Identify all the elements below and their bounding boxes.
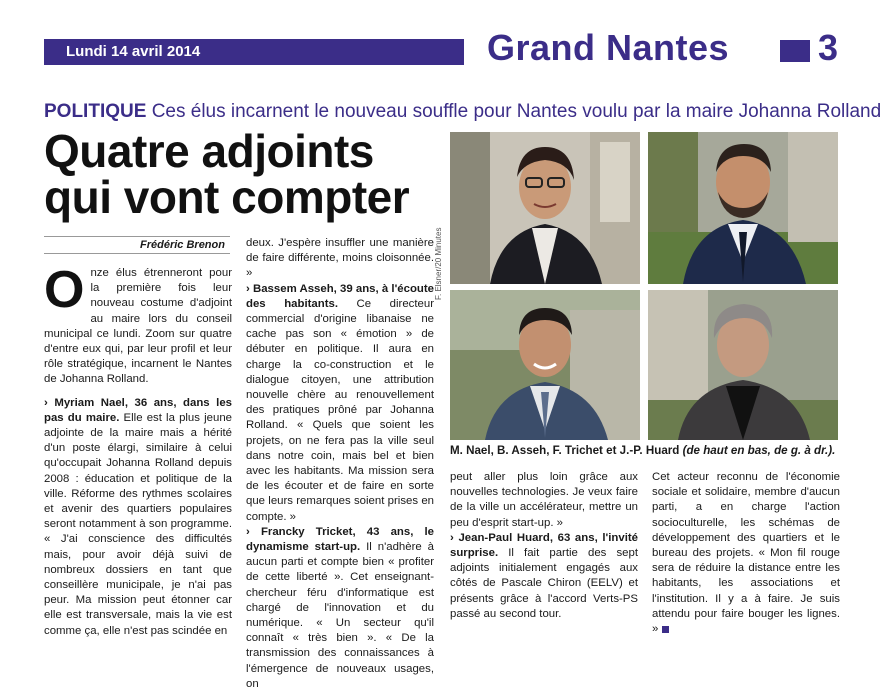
paragraph-asseh: › Bassem Asseh, 39 ans, à l'écoute des habitants. Ce directeur commercial d'origine libanaise ne cache pas son « émotion » de débuter en politique. Il aura en charge la co-construction et le dialogue citoyen, une attribution nouvelle chère au renouvellement des pratiques prôné par Johanna Rolland. « Quels que soient les projets, on ne fera pas la ville seul dans notre coin, mais bel et bien avec les habitants. Ma mission sera de les écouter et de faire en sorte que leurs remarques soient prises en compte. »	[246, 282, 434, 523]
author-rule	[44, 236, 230, 237]
photo-caption: M. Nael, B. Asseh, F. Trichet et J.-P. Huard (de haut en bas, de g. à dr.).	[450, 444, 836, 457]
headline-line-2: qui vont compter	[44, 171, 410, 223]
author: Frédéric Brenon	[140, 239, 225, 251]
kicker: POLITIQUE	[44, 101, 147, 122]
photo-bassem-asseh	[648, 132, 838, 284]
paragraph-trichet: › Francky Tricket, 43 ans, le dynamisme start-up. Il n'adhère à aucun parti et compte bien « profiter de cette liberté ». Cet enseignant-chercheur féru d'informatique est chargé de l'innovation et du numérique. « Un secteur qu'il connaît « très bien ». « De la transmission des connaissances à l'émergence de nouveaux usages, on	[246, 525, 434, 690]
page-number: 3	[818, 27, 839, 68]
end-mark	[662, 626, 669, 633]
paragraph-nael-end: deux. J'espère insuffler une manière de faire différente, moins cloisonnée. »	[246, 237, 434, 280]
headline	[44, 125, 410, 223]
drop-cap: O	[44, 261, 85, 319]
section-title: Grand Nantes	[487, 27, 730, 68]
paragraph-huard-end: Cet acteur reconnu de l'économie sociale et solidaire, membre d'aucun parti, a en charge l'action socioculturelle, les schémas de développement des quartiers et le bureau des projets. « Mon fil rouge sera de réduire la distance entre les habitants, les associations et l'institution. Il y a à faire. Je suis attendu pour faire bouger les lignes. »	[652, 471, 840, 636]
photo-credit: F. Elsner/20 Minutes	[434, 227, 443, 300]
photo-myriam-nael	[450, 132, 640, 284]
kicker-line	[44, 100, 881, 124]
photo-jean-paul-huard	[648, 290, 838, 440]
issue-date: Lundi 14 avril 2014	[66, 43, 201, 60]
paragraph-huard: › Jean-Paul Huard, 63 ans, l'invité surprise. Il fait partie des sept adjoints initialement engagés aux côtés de Pascale Chiron (EELV) et présents grâce à l'accord Verts-PS passé au second tour.	[450, 531, 638, 620]
article-column-4	[652, 470, 840, 636]
author-rule-bottom	[44, 253, 230, 254]
paragraph-trichet-end: peut aller plus loin grâce aux nouvelles technologies. Je veux faire de la ville un accélérateur, mettre un peu d'esprit start-up. »	[450, 471, 638, 529]
headline-line-1: Quatre adjoints	[44, 125, 374, 177]
section-marker	[780, 40, 810, 62]
photo-francky-trichet	[450, 290, 640, 440]
standfirst: Ces élus incarnent le nouveau souffle pour Nantes voulu par la maire Johanna Rolland	[151, 101, 882, 122]
intro-paragraph: Onze élus étrenneront pour la première fois leur nouveau costume d'adjoint au maire lors du conseil municipal ce lundi. Zoom sur quatre d'entre eux qui, par leur profil et leur rôle stratégique, incarnent le Nantes de Johanna Rolland.	[44, 261, 232, 386]
article-column-2	[246, 236, 434, 690]
article-column-3	[450, 470, 638, 620]
article-column-1	[44, 261, 232, 637]
paragraph-nael: › Myriam Nael, 36 ans, dans les pas du maire. Elle est la plus jeune adjointe de la maire mais a hérité d'un poste élargi, similaire à celui qu'occupait Johanna Rolland depuis 2008 : éducation et politique de la ville. Réforme des rythmes scolaires et avenir des quartiers populaires seront notamment à son programme. « J'ai conscience des difficultés mais, pour avoir déjà suivi de nombreux dossiers en tant que conseillère municipale, je n'ai pas peur. Ma mission peut étonner car elle est transversale, mais la vie est comme ça, elle n'est pas scindée en	[44, 396, 232, 637]
